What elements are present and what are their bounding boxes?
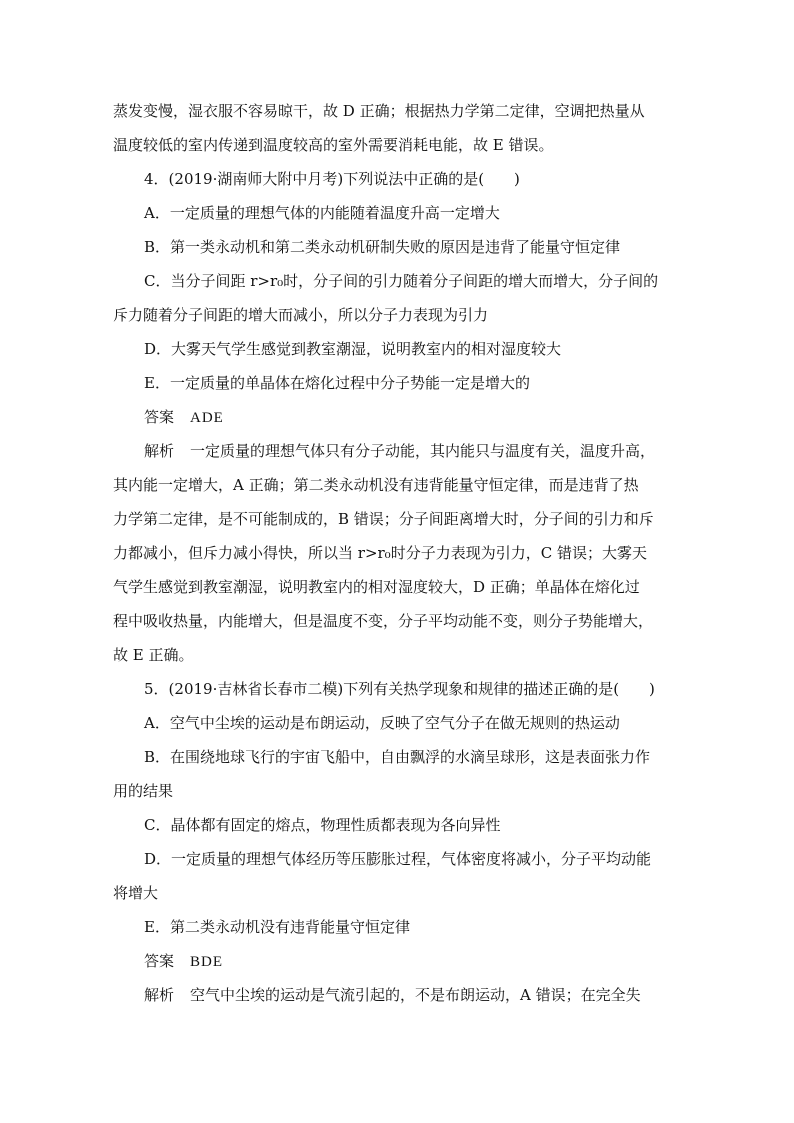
question-5-option-b: B．在围绕地球飞行的宇宙飞船中，自由飘浮的水滴呈球形，这是表面张力作 [144, 748, 651, 766]
answer-value: ADE [190, 410, 224, 426]
question-5-option-a: A．空气中尘埃的运动是布朗运动，反映了空气分子在做无规则的热运动 [144, 714, 620, 732]
document-body [113, 94, 683, 1012]
text-line: 力学第二定律，是不可能制成的，B 错误；分子间距离增大时，分子间的引力和斥 [113, 510, 654, 528]
text-line: 力都减小，但斥力减小得快，所以当 r>r₀时分子力表现为引力，C 错误；大雾天 [113, 544, 647, 562]
question-5-analysis [113, 978, 683, 1012]
analysis-label: 解析 [144, 442, 175, 460]
question-4-answer [113, 400, 683, 434]
analysis-label: 解析 [144, 986, 175, 1004]
text-line: 故 E 正确。 [113, 646, 194, 664]
text-line: 蒸发变慢，湿衣服不容易晾干，故 D 正确；根据热力学第二定律，空调把热量从 [113, 102, 645, 120]
question-4-option-a: A．一定质量的理想气体的内能随着温度升高一定增大 [144, 204, 500, 222]
question-5-option-d-cont: 将增大 [113, 884, 159, 902]
question-5-option-e: E．第二类永动机没有违背能量守恒定律 [144, 918, 410, 936]
text-line: 温度较低的室内传递到温度较高的室外需要消耗电能，故 E 错误。 [113, 136, 554, 154]
text-line: 气学生感觉到教室潮湿，说明教室内的相对湿度较大，D 正确；单晶体在熔化过 [113, 578, 640, 596]
question-4-option-c-cont: 斥力随着分子间距的增大而减小，所以分子力表现为引力 [113, 306, 489, 324]
answer-value: BDE [190, 954, 223, 970]
analysis-text: 一定质量的理想气体只有分子动能，其内能只与温度有关，温度升高， [190, 442, 656, 460]
question-5-option-b-cont: 用的结果 [113, 782, 174, 800]
text-line: 其内能一定增大，A 正确；第二类永动机没有违背能量守恒定律，而是违背了热 [113, 476, 639, 494]
question-5-option-c: C．晶体都有固定的熔点，物理性质都表现为各向异性 [144, 816, 501, 834]
question-5-stem: 5．(2019·吉林省长春市二模)下列有关热学现象和规律的描述正确的是( ) [144, 680, 655, 698]
question-5-option-d: D．一定质量的理想气体经历等压膨胀过程，气体密度将减小，分子平均动能 [144, 850, 652, 868]
answer-label: 答案 [144, 952, 175, 970]
text-line: 程中吸收热量，内能增大，但是温度不变，分子平均动能不变，则分子势能增大， [113, 612, 654, 630]
question-4-option-e: E．一定质量的单晶体在熔化过程中分子势能一定是增大的 [144, 374, 530, 392]
question-4-stem: 4．(2019·湖南师大附中月考)下列说法中正确的是( ) [144, 170, 520, 188]
analysis-text: 空气中尘埃的运动是气流引起的，不是布朗运动，A 错误；在完全失 [190, 986, 641, 1004]
question-4-analysis [113, 434, 683, 468]
question-4-option-c: C．当分子间距 r>r₀时，分子间的引力随着分子间距的增大而增大，分子间的 [144, 272, 659, 290]
question-5-answer [113, 944, 683, 978]
answer-label: 答案 [144, 408, 175, 426]
question-4-option-d: D．大雾天气学生感觉到教室潮湿，说明教室内的相对湿度较大 [144, 340, 562, 358]
question-4-option-b: B．第一类永动机和第二类永动机研制失败的原因是违背了能量守恒定律 [144, 238, 621, 256]
